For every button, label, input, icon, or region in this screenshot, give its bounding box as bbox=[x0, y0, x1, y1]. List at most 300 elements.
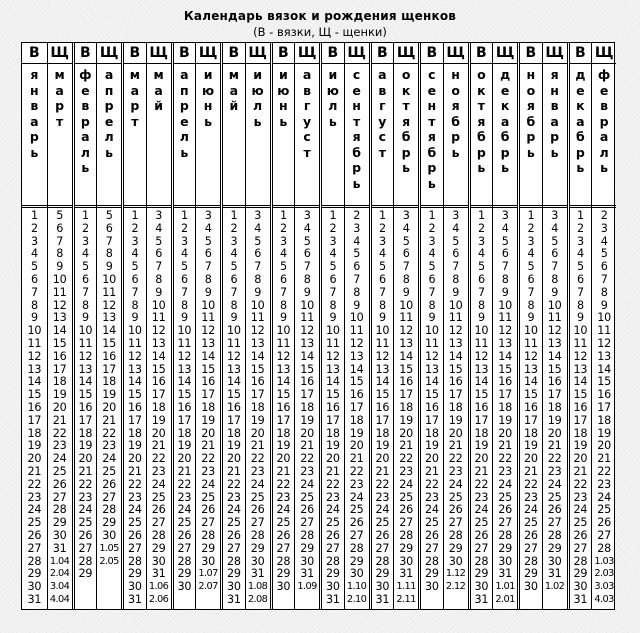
day-cell: 19 bbox=[524, 439, 538, 453]
day-cell: 27 bbox=[201, 516, 215, 530]
day-cell: 30 bbox=[547, 554, 562, 568]
month-label: м а р т bbox=[54, 67, 65, 129]
day-cell: 28 bbox=[399, 528, 413, 542]
day-cell: 3 bbox=[353, 221, 361, 235]
day-cell: 10 bbox=[276, 324, 291, 338]
day-cell: 8 bbox=[402, 272, 410, 286]
day-cell: 3 bbox=[204, 209, 212, 222]
day-cell: 16 bbox=[375, 400, 390, 414]
day-cell: 6 bbox=[428, 272, 436, 286]
day-cell: 3 bbox=[155, 209, 163, 222]
day-list bbox=[223, 208, 245, 609]
day-cell: 20 bbox=[349, 439, 364, 453]
day-cell: 15 bbox=[151, 362, 166, 376]
day-cell: 8 bbox=[254, 272, 262, 286]
day-cell: 21 bbox=[52, 413, 67, 427]
day-cell: 29 bbox=[276, 567, 291, 581]
day-cell: 13 bbox=[128, 362, 142, 376]
day-cell: 28 bbox=[201, 528, 215, 542]
day-cell: 24 bbox=[52, 452, 67, 466]
day-cell: 3 bbox=[600, 221, 608, 235]
day-cell: 26 bbox=[300, 503, 314, 517]
day-cell: 22 bbox=[52, 426, 67, 440]
day-cell: 25 bbox=[425, 516, 439, 530]
day-cell: 28 bbox=[474, 554, 489, 568]
day-cell: 21 bbox=[349, 452, 364, 466]
day-cell: 17 bbox=[448, 388, 463, 402]
day-cell: 23 bbox=[52, 439, 67, 453]
day-cell: 28 bbox=[425, 554, 439, 568]
day-cell: 24 bbox=[498, 477, 512, 491]
day-cell: 4 bbox=[230, 247, 238, 261]
day-cell: 6 bbox=[600, 260, 608, 274]
month-label: и ю н ь bbox=[277, 67, 290, 129]
day-cell: 2.11 bbox=[396, 593, 416, 605]
day-cell: 30 bbox=[27, 580, 42, 594]
day-cell: 21 bbox=[177, 464, 192, 478]
day-cell: 18 bbox=[399, 400, 413, 414]
day-cell: 21 bbox=[375, 464, 390, 478]
day-cell: 18 bbox=[474, 426, 489, 440]
day-list bbox=[421, 208, 443, 609]
day-cell: 30 bbox=[326, 580, 340, 594]
day-cell: 5 bbox=[501, 234, 509, 248]
day-cell: 14 bbox=[474, 375, 489, 389]
month-label: о к т я б р ь bbox=[401, 67, 411, 175]
day-cell: 5 bbox=[402, 234, 410, 248]
day-cell: 3 bbox=[576, 234, 584, 248]
day-cell: 14 bbox=[425, 375, 439, 389]
day-cell: 30 bbox=[399, 554, 413, 568]
day-cell: 31 bbox=[300, 567, 314, 581]
month-label: я н в а р ь bbox=[29, 67, 39, 160]
day-cell: 16 bbox=[597, 388, 611, 402]
calendar-column bbox=[492, 43, 517, 609]
day-cell: 18 bbox=[425, 426, 439, 440]
day-cell: 23 bbox=[27, 490, 42, 504]
day-cell: 27 bbox=[300, 516, 314, 530]
day-cell: 26 bbox=[597, 516, 611, 530]
day-cell: 22 bbox=[151, 452, 166, 466]
day-cell: 27 bbox=[52, 490, 67, 504]
day-cell: 3 bbox=[378, 234, 386, 248]
day-cell: 22 bbox=[474, 477, 489, 491]
day-cell: 8 bbox=[329, 298, 337, 312]
day-cell: 3 bbox=[329, 234, 337, 248]
day-cell: 5 bbox=[452, 234, 460, 248]
day-cell: 26 bbox=[227, 528, 241, 542]
day-cell: 26 bbox=[399, 503, 413, 517]
day-cell: 26 bbox=[52, 477, 67, 491]
day-cell: 16 bbox=[524, 400, 538, 414]
day-cell: 10 bbox=[573, 324, 588, 338]
day-cell: 19 bbox=[27, 439, 42, 453]
day-cell: 8 bbox=[600, 285, 608, 299]
day-cell: 21 bbox=[399, 439, 413, 453]
day-cell: 26 bbox=[151, 503, 166, 517]
day-cell: 6 bbox=[551, 247, 559, 261]
day-cell: 4 bbox=[180, 247, 188, 261]
day-cell: 31 bbox=[474, 592, 489, 606]
day-cell: 7 bbox=[353, 272, 361, 286]
day-cell: 3 bbox=[477, 234, 485, 248]
day-cell: 10 bbox=[425, 324, 439, 338]
day-cell: 15 bbox=[27, 388, 42, 402]
day-cell: 27 bbox=[573, 541, 588, 555]
day-cell: 18 bbox=[151, 400, 166, 414]
day-cell: 10 bbox=[27, 324, 42, 338]
day-cell: 1 bbox=[576, 209, 584, 222]
day-cell: 2 bbox=[230, 221, 238, 235]
day-cell: 8 bbox=[353, 285, 361, 299]
day-cell: 31 bbox=[498, 567, 512, 581]
day-cell: 26 bbox=[349, 516, 364, 530]
day-cell: 18 bbox=[78, 426, 93, 440]
day-cell: 6 bbox=[576, 272, 584, 286]
column-header: Щ bbox=[493, 43, 517, 64]
day-cell: 12 bbox=[250, 324, 265, 338]
day-cell: 19 bbox=[448, 413, 463, 427]
day-cell: 24 bbox=[547, 477, 562, 491]
day-cell: 7 bbox=[155, 260, 163, 274]
day-cell: 23 bbox=[78, 490, 93, 504]
day-cell: 13 bbox=[78, 362, 93, 376]
day-cell: 21 bbox=[276, 464, 291, 478]
day-cell: 4 bbox=[402, 221, 410, 235]
calendar-column bbox=[319, 43, 344, 609]
day-cell: 17 bbox=[425, 413, 439, 427]
day-cell: 7 bbox=[576, 285, 584, 299]
day-cell: 9 bbox=[204, 285, 212, 299]
day-cell: 31 bbox=[52, 541, 67, 555]
day-cell: 8 bbox=[501, 272, 509, 286]
day-cell: 23 bbox=[547, 464, 562, 478]
day-cell: 21 bbox=[498, 439, 512, 453]
day-cell: 4 bbox=[279, 247, 287, 261]
day-cell: 17 bbox=[151, 388, 166, 402]
day-cell: 11 bbox=[524, 336, 538, 350]
column-header: В bbox=[75, 43, 97, 64]
day-cell: 20 bbox=[52, 400, 67, 414]
column-header: Щ bbox=[345, 43, 369, 64]
month-label: а в г у с т bbox=[302, 67, 312, 160]
day-cell: 23 bbox=[102, 439, 116, 453]
day-cell: 16 bbox=[399, 375, 413, 389]
day-cell: 19 bbox=[78, 439, 93, 453]
day-cell: 26 bbox=[448, 503, 463, 517]
day-cell: 27 bbox=[177, 541, 192, 555]
day-list bbox=[22, 208, 47, 609]
day-cell: 16 bbox=[27, 400, 42, 414]
day-cell: 2.05 bbox=[99, 555, 119, 567]
day-cell: 5 bbox=[81, 260, 89, 274]
day-cell: 13 bbox=[498, 336, 512, 350]
day-cell: 6 bbox=[527, 272, 535, 286]
day-cell: 21 bbox=[326, 464, 340, 478]
day-cell: 26 bbox=[102, 477, 116, 491]
day-cell: 29 bbox=[425, 567, 439, 581]
month-label: с е н т я б р ь bbox=[427, 67, 437, 191]
day-cell: 11 bbox=[227, 336, 241, 350]
day-cell: 21 bbox=[250, 439, 265, 453]
day-cell: 11 bbox=[151, 311, 166, 325]
day-cell: 6 bbox=[303, 247, 311, 261]
day-cell: 19 bbox=[326, 439, 340, 453]
day-cell: 14 bbox=[151, 349, 166, 363]
day-cell: 1 bbox=[329, 209, 337, 222]
day-cell: 21 bbox=[151, 439, 166, 453]
day-cell: 26 bbox=[128, 528, 142, 542]
day-cell: 24 bbox=[227, 503, 241, 517]
day-cell: 26 bbox=[201, 503, 215, 517]
day-cell: 28 bbox=[102, 503, 116, 517]
day-cell: 29 bbox=[326, 567, 340, 581]
day-cell: 27 bbox=[326, 541, 340, 555]
day-cell: 14 bbox=[597, 362, 611, 376]
day-cell: 10 bbox=[227, 324, 241, 338]
day-cell: 18 bbox=[375, 426, 390, 440]
day-cell: 3 bbox=[452, 209, 460, 222]
month-label: с е н т я б р ь bbox=[352, 67, 362, 191]
column-header: В bbox=[322, 43, 344, 64]
day-cell: 9 bbox=[501, 285, 509, 299]
day-cell: 7 bbox=[254, 260, 262, 274]
day-cell: 10 bbox=[547, 298, 562, 312]
day-cell: 12 bbox=[128, 349, 142, 363]
day-cell: 15 bbox=[102, 336, 116, 350]
day-cell: 26 bbox=[547, 503, 562, 517]
day-cell: 5 bbox=[477, 260, 485, 274]
day-cell: 25 bbox=[201, 490, 215, 504]
day-cell: 16 bbox=[276, 400, 291, 414]
day-cell: 24 bbox=[573, 503, 588, 517]
day-cell: 14 bbox=[227, 375, 241, 389]
day-list bbox=[592, 208, 616, 609]
day-cell: 21 bbox=[524, 464, 538, 478]
day-cell: 8 bbox=[527, 298, 535, 312]
column-header: В bbox=[124, 43, 146, 64]
day-cell: 22 bbox=[201, 452, 215, 466]
day-cell: 2 bbox=[180, 221, 188, 235]
day-cell: 9 bbox=[303, 285, 311, 299]
day-cell: 29 bbox=[375, 567, 390, 581]
day-cell: 20 bbox=[300, 426, 314, 440]
day-cell: 17 bbox=[78, 413, 93, 427]
day-cell: 25 bbox=[349, 503, 364, 517]
month-name bbox=[75, 64, 97, 208]
day-cell: 6 bbox=[81, 272, 89, 286]
day-cell: 3 bbox=[254, 209, 262, 222]
day-cell: 29 bbox=[573, 567, 588, 581]
day-cell: 16 bbox=[547, 375, 562, 389]
day-cell: 7 bbox=[30, 285, 38, 299]
day-cell: 16 bbox=[102, 349, 116, 363]
day-cell: 7 bbox=[551, 260, 559, 274]
day-cell: 4 bbox=[204, 221, 212, 235]
day-cell: 27 bbox=[524, 541, 538, 555]
day-cell: 17 bbox=[201, 388, 215, 402]
month-name bbox=[196, 64, 220, 208]
day-cell: 13 bbox=[375, 362, 390, 376]
month-name bbox=[322, 64, 344, 208]
day-cell: 22 bbox=[27, 477, 42, 491]
day-cell: 12 bbox=[547, 324, 562, 338]
calendar-column bbox=[567, 43, 592, 609]
day-cell: 17 bbox=[227, 413, 241, 427]
day-cell: 5 bbox=[30, 260, 38, 274]
day-cell: 8 bbox=[131, 298, 139, 312]
day-cell: 1.05 bbox=[99, 542, 119, 554]
day-cell: 4 bbox=[155, 221, 163, 235]
day-cell: 9 bbox=[402, 285, 410, 299]
day-cell: 13 bbox=[474, 362, 489, 376]
day-cell: 5 bbox=[131, 260, 139, 274]
day-cell: 22 bbox=[425, 477, 439, 491]
day-cell: 11 bbox=[425, 336, 439, 350]
day-cell: 28 bbox=[128, 554, 142, 568]
day-cell: 10 bbox=[201, 298, 215, 312]
day-list bbox=[520, 208, 542, 609]
day-cell: 19 bbox=[375, 439, 390, 453]
day-cell: 10 bbox=[78, 324, 93, 338]
day-cell: 31 bbox=[573, 592, 588, 606]
day-cell: 9 bbox=[477, 311, 485, 325]
day-cell: 15 bbox=[448, 362, 463, 376]
day-cell: 8 bbox=[56, 247, 64, 261]
day-cell: 14 bbox=[399, 349, 413, 363]
day-cell: 8 bbox=[180, 298, 188, 312]
day-cell: 18 bbox=[27, 426, 42, 440]
day-cell: 6 bbox=[56, 221, 64, 235]
day-list bbox=[570, 208, 592, 609]
day-cell: 8 bbox=[155, 272, 163, 286]
day-cell: 27 bbox=[227, 541, 241, 555]
day-cell: 19 bbox=[201, 413, 215, 427]
day-cell: 15 bbox=[524, 388, 538, 402]
day-cell: 11 bbox=[399, 311, 413, 325]
day-cell: 4 bbox=[527, 247, 535, 261]
month-name bbox=[421, 64, 443, 208]
day-cell: 7 bbox=[105, 234, 113, 248]
day-cell: 12 bbox=[300, 324, 314, 338]
day-cell: 25 bbox=[300, 490, 314, 504]
day-cell: 11 bbox=[498, 311, 512, 325]
day-cell: 5 bbox=[378, 260, 386, 274]
day-cell: 25 bbox=[276, 516, 291, 530]
day-cell: 23 bbox=[250, 464, 265, 478]
day-cell: 12 bbox=[52, 298, 67, 312]
day-cell: 19 bbox=[128, 439, 142, 453]
day-cell: 16 bbox=[448, 375, 463, 389]
day-cell: 17 bbox=[52, 362, 67, 376]
day-cell: 8 bbox=[105, 247, 113, 261]
day-cell: 28 bbox=[375, 554, 390, 568]
month-name bbox=[372, 64, 394, 208]
day-cell: 7 bbox=[204, 260, 212, 274]
day-cell: 20 bbox=[498, 426, 512, 440]
day-cell: 4 bbox=[452, 221, 460, 235]
day-cell: 8 bbox=[551, 272, 559, 286]
month-name bbox=[592, 64, 616, 208]
day-list bbox=[48, 208, 72, 609]
day-cell: 20 bbox=[597, 439, 611, 453]
day-cell: 16 bbox=[128, 400, 142, 414]
day-cell: 16 bbox=[349, 388, 364, 402]
day-cell: 9 bbox=[81, 311, 89, 325]
day-cell: 6 bbox=[402, 247, 410, 261]
day-cell: 10 bbox=[102, 272, 116, 286]
day-cell: 26 bbox=[27, 528, 42, 542]
day-cell: 5 bbox=[353, 247, 361, 261]
day-cell: 14 bbox=[201, 349, 215, 363]
day-cell: 2 bbox=[477, 221, 485, 235]
day-cell: 3 bbox=[279, 234, 287, 248]
day-cell: 15 bbox=[78, 388, 93, 402]
day-cell: 20 bbox=[227, 452, 241, 466]
day-cell: 3.03 bbox=[594, 581, 614, 593]
day-cell: 22 bbox=[128, 477, 142, 491]
day-cell: 15 bbox=[425, 388, 439, 402]
day-cell: 12 bbox=[425, 349, 439, 363]
day-cell: 6 bbox=[105, 221, 113, 235]
day-cell: 2.01 bbox=[495, 593, 515, 605]
day-cell: 6 bbox=[30, 272, 38, 286]
day-cell: 17 bbox=[300, 388, 314, 402]
day-cell: 20 bbox=[177, 452, 192, 466]
day-cell: 4 bbox=[576, 247, 584, 261]
day-cell: 19 bbox=[250, 413, 265, 427]
day-cell: 22 bbox=[227, 477, 241, 491]
day-cell: 18 bbox=[300, 400, 314, 414]
day-cell: 29 bbox=[102, 516, 116, 530]
day-cell: 11 bbox=[27, 336, 42, 350]
day-cell: 10 bbox=[326, 324, 340, 338]
day-cell: 28 bbox=[250, 528, 265, 542]
day-cell: 19 bbox=[151, 413, 166, 427]
day-cell: 20 bbox=[524, 452, 538, 466]
day-cell: 1 bbox=[378, 209, 386, 222]
day-cell: 1.09 bbox=[297, 581, 317, 593]
month-label: н о я б р ь bbox=[451, 67, 461, 160]
day-cell: 21 bbox=[597, 452, 611, 466]
day-cell: 21 bbox=[300, 439, 314, 453]
day-cell: 25 bbox=[448, 490, 463, 504]
day-cell: 5 bbox=[56, 209, 64, 222]
day-cell: 20 bbox=[326, 452, 340, 466]
day-cell: 18 bbox=[276, 426, 291, 440]
day-cell: 5 bbox=[204, 234, 212, 248]
day-cell: 8 bbox=[428, 298, 436, 312]
day-cell: 17 bbox=[276, 413, 291, 427]
day-cell: 9 bbox=[452, 285, 460, 299]
day-cell: 7 bbox=[501, 260, 509, 274]
month-name bbox=[97, 64, 121, 208]
day-cell: 26 bbox=[250, 503, 265, 517]
column-header: В bbox=[273, 43, 295, 64]
day-cell: 8 bbox=[230, 298, 238, 312]
day-cell: 2 bbox=[329, 221, 337, 235]
day-cell: 8 bbox=[452, 272, 460, 286]
day-cell: 9 bbox=[378, 311, 386, 325]
day-cell: 3 bbox=[428, 234, 436, 248]
day-cell: 29 bbox=[250, 541, 265, 555]
day-cell: 28 bbox=[52, 503, 67, 517]
day-cell: 12 bbox=[102, 298, 116, 312]
day-cell: 13 bbox=[300, 336, 314, 350]
day-cell: 2.04 bbox=[49, 568, 70, 580]
day-cell: 13 bbox=[276, 362, 291, 376]
month-label: ф е в р а л ь bbox=[597, 67, 611, 175]
